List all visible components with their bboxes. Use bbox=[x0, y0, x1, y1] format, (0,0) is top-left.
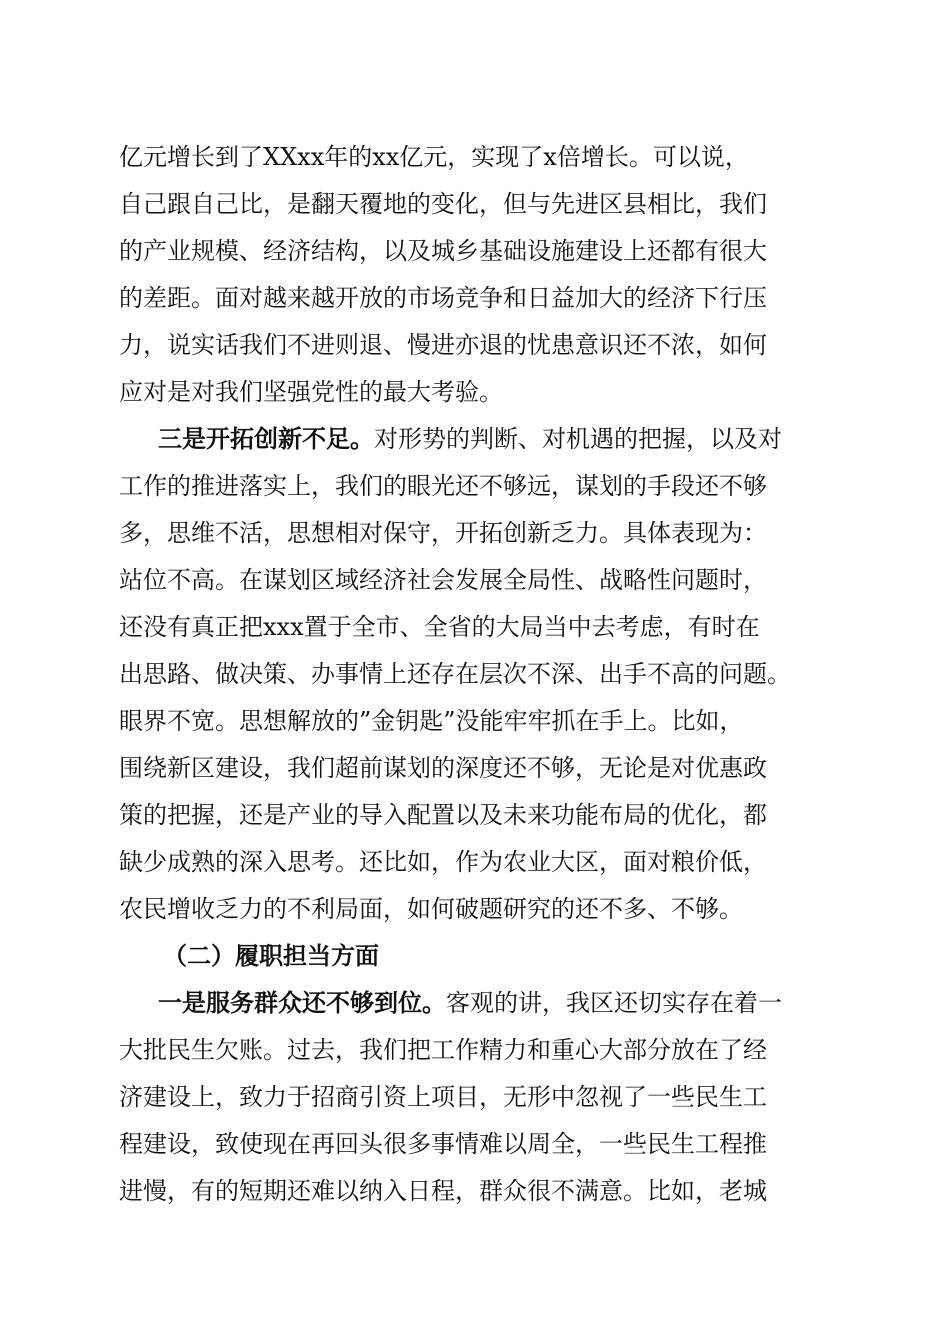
paragraph-line: 农民增收乏力的不利局面，如何破题研究的还不多、不够。 bbox=[119, 895, 743, 923]
paragraph-line: 出思路、做决策、办事情上还存在层次不深、出手不高的问题。 bbox=[119, 660, 791, 688]
paragraph-line: 程建设，致使现在再回头很多事情难以周全，一些民生工程推 bbox=[119, 1130, 767, 1158]
section-heading: （二）履职担当方面 bbox=[163, 942, 379, 970]
paragraph-line: 的差距。面对越来越开放的市场竞争和日益加大的经济下行压 bbox=[119, 284, 767, 312]
paragraph-line: 应对是对我们坚强党性的最大考验。 bbox=[119, 378, 503, 406]
paragraph-text: 客观的讲，我区还切实存在着一 bbox=[446, 989, 782, 1017]
paragraph-line bbox=[158, 417, 782, 461]
section-lead-text: 一是服务群众还不够到位。 bbox=[158, 989, 446, 1017]
paragraph-line: 力，说实话我们不进则退、慢进亦退的忧患意识还不浓，如何 bbox=[119, 331, 767, 359]
paragraph-line: 眼界不宽。思想解放的”金钥匙”没能牢牢抓在手上。比如， bbox=[119, 707, 744, 735]
paragraph-line: 围绕新区建设，我们超前谋划的深度还不够，无论是对优惠政 bbox=[119, 754, 767, 782]
paragraph-line: 还没有真正把xxx置于全市、全省的大局当中去考虑，有时在 bbox=[119, 613, 760, 641]
paragraph-line: 亿元增长到了XXxx年的xx亿元，实现了x倍增长。可以说， bbox=[119, 143, 749, 171]
paragraph-line: 的产业规模、经济结构，以及城乡基础设施建设上还都有很大 bbox=[119, 237, 767, 265]
paragraph-line: 济建设上，致力于招商引资上项目，无形中忽视了一些民生工 bbox=[119, 1083, 767, 1111]
paragraph-text: 对形势的判断、对机遇的把握，以及对 bbox=[374, 425, 782, 453]
paragraph-line: 进慢，有的短期还难以纳入日程，群众很不满意。比如，老城 bbox=[119, 1177, 767, 1205]
paragraph-line: 大批民生欠账。过去，我们把工作精力和重心大部分放在了经 bbox=[119, 1036, 767, 1064]
section-lead-text: 三是开拓创新不足。 bbox=[158, 425, 374, 453]
paragraph-line: 自己跟自己比，是翻天覆地的变化，但与先进区县相比，我们 bbox=[119, 190, 767, 218]
paragraph-line: 多，思维不活，思想相对保守，开拓创新乏力。具体表现为： bbox=[119, 519, 767, 547]
paragraph-line bbox=[158, 981, 782, 1025]
paragraph-line: 策的把握，还是产业的导入配置以及未来功能布局的优化，都 bbox=[119, 801, 767, 829]
paragraph-line: 工作的推进落实上，我们的眼光还不够远，谋划的手段还不够 bbox=[119, 472, 767, 500]
paragraph-line: 站位不高。在谋划区域经济社会发展全局性、战略性问题时， bbox=[119, 566, 767, 594]
paragraph-line: 缺少成熟的深入思考。还比如，作为农业大区，面对粮价低， bbox=[119, 848, 767, 876]
